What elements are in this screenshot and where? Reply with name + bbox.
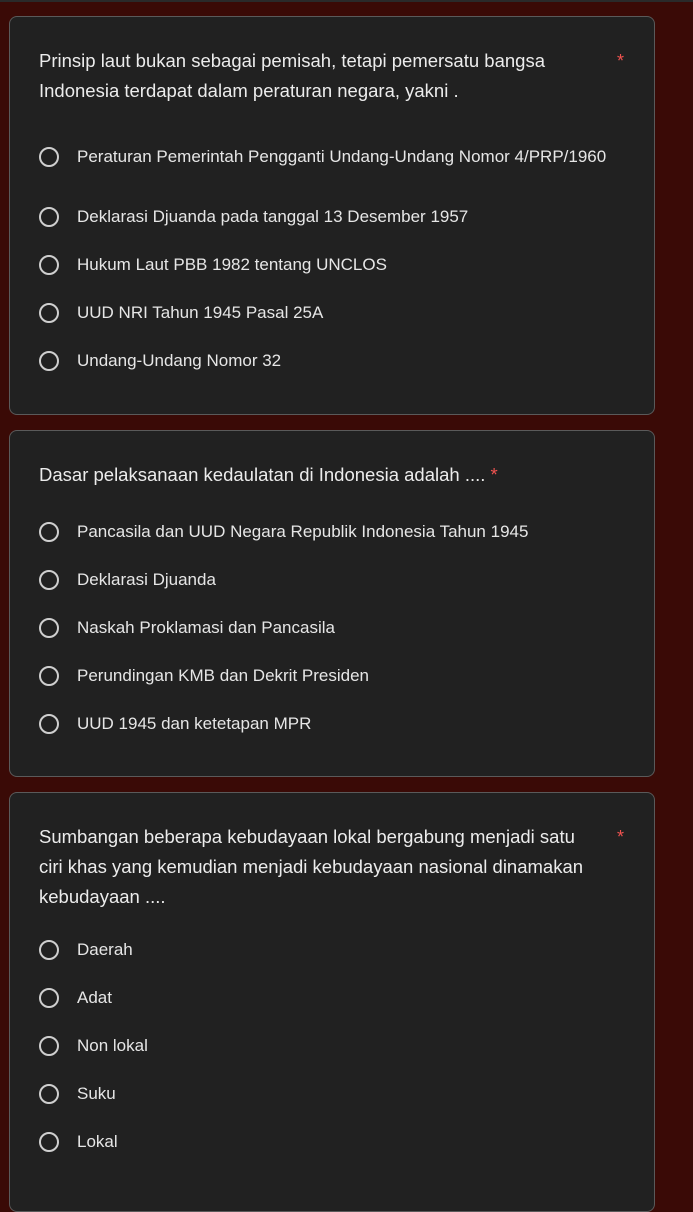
radio-option[interactable] (39, 567, 629, 593)
option-label: UUD 1945 dan ketetapan MPR (77, 714, 312, 733)
radio-button[interactable] (39, 255, 59, 275)
required-asterisk: * (616, 827, 624, 847)
question-card-1 (9, 16, 655, 415)
question-title-text: Dasar pelaksanaan kedaulatan di Indonesia adalah .... (39, 464, 486, 485)
option-label: Daerah (77, 940, 133, 959)
radio-button[interactable] (39, 207, 59, 227)
radio-option[interactable] (39, 1033, 629, 1059)
required-asterisk: * (616, 51, 624, 71)
radio-button[interactable] (39, 570, 59, 590)
option-label: UUD NRI Tahun 1945 Pasal 25A (77, 303, 324, 322)
option-label: Non lokal (77, 1036, 148, 1055)
radio-option[interactable] (39, 519, 629, 545)
option-label: Pancasila dan UUD Negara Republik Indonesia Tahun 1945 (77, 522, 529, 541)
radio-button[interactable] (39, 940, 59, 960)
required-asterisk: * (490, 464, 498, 485)
radio-option[interactable] (39, 348, 629, 374)
question-title: Sumbangan beberapa kebudayaan lokal bergabung menjadi satu ciri khas yang kemudian menjadi kebudayaan nasional dinamakan kebudayaan .... (39, 826, 584, 907)
question-card-2 (9, 430, 655, 777)
radio-button[interactable] (39, 1132, 59, 1152)
radio-button[interactable] (39, 351, 59, 371)
radio-button[interactable] (39, 303, 59, 323)
radio-option[interactable] (39, 144, 629, 170)
option-label: Hukum Laut PBB 1982 tentang UNCLOS (77, 255, 387, 274)
radio-option[interactable] (39, 300, 629, 326)
option-label: Undang-Undang Nomor 32 (77, 351, 282, 370)
option-label: Perundingan KMB dan Dekrit Presiden (77, 666, 369, 685)
radio-option[interactable] (39, 711, 629, 737)
option-label: Deklarasi Djuanda (77, 570, 216, 589)
option-label: Deklarasi Djuanda pada tanggal 13 Desember 1957 (77, 207, 469, 226)
radio-button[interactable] (39, 522, 59, 542)
option-label: Naskah Proklamasi dan Pancasila (77, 618, 335, 637)
option-label: Adat (77, 988, 112, 1007)
radio-option[interactable] (39, 252, 629, 278)
top-edge (0, 0, 693, 2)
radio-option[interactable] (39, 663, 629, 689)
radio-button[interactable] (39, 1084, 59, 1104)
radio-option[interactable] (39, 615, 629, 641)
option-label: Peraturan Pemerintah Pengganti Undang-Undang Nomor 4/PRP/1960 (77, 147, 607, 166)
option-label: Lokal (77, 1132, 118, 1151)
radio-button[interactable] (39, 666, 59, 686)
question-card-3 (9, 792, 655, 1212)
radio-button[interactable] (39, 147, 59, 167)
radio-option[interactable] (39, 985, 629, 1011)
question-title (39, 460, 599, 490)
radio-button[interactable] (39, 618, 59, 638)
question-title: Prinsip laut bukan sebagai pemisah, tetapi pemersatu bangsa Indonesia terdapat dalam peraturan negara, yakni . (39, 50, 545, 101)
radio-button[interactable] (39, 714, 59, 734)
radio-option[interactable] (39, 1081, 629, 1107)
radio-option[interactable] (39, 204, 629, 230)
radio-option[interactable] (39, 1129, 629, 1155)
radio-option[interactable] (39, 937, 629, 963)
radio-button[interactable] (39, 988, 59, 1008)
radio-button[interactable] (39, 1036, 59, 1056)
option-label: Suku (77, 1084, 116, 1103)
